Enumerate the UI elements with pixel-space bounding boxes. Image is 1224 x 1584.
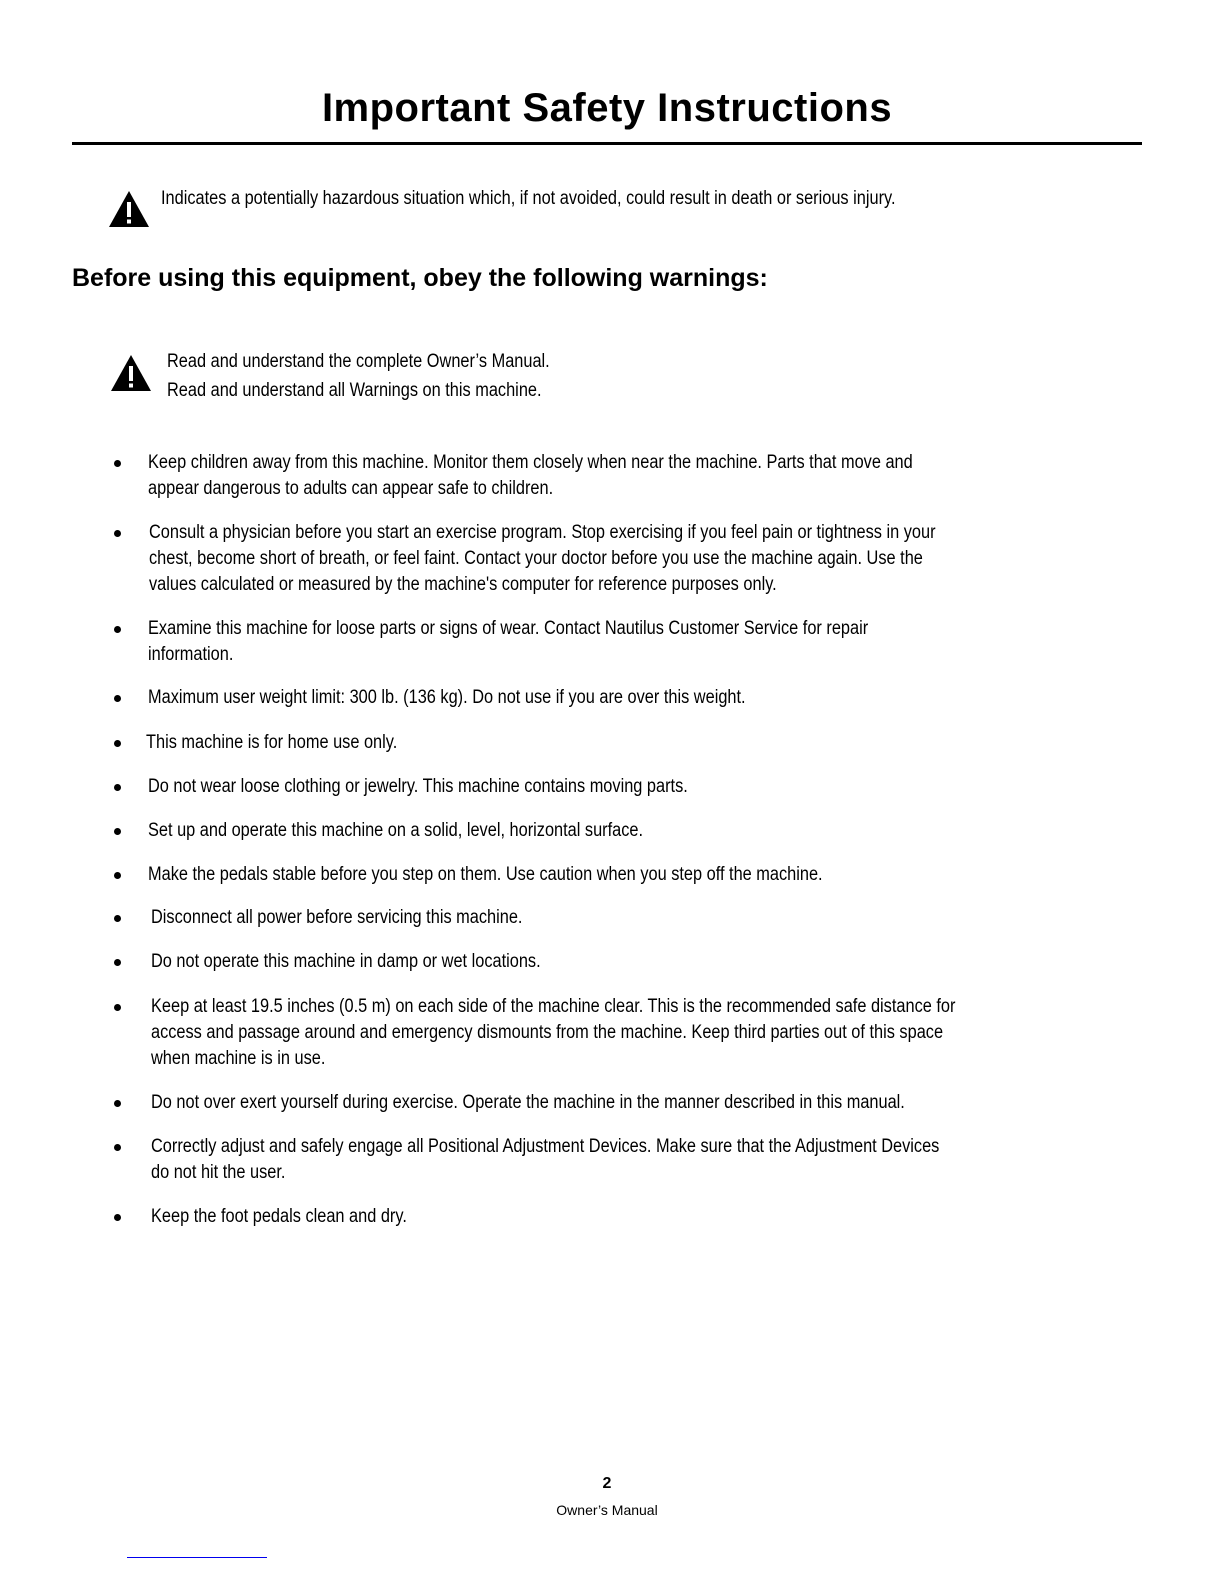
- warning-triangle-icon: [110, 354, 152, 392]
- title-divider: [72, 142, 1142, 145]
- bullet-icon: [114, 460, 121, 467]
- list-item-line: Maximum user weight limit: 300 lb. (136 kg). Do not use if you are over this weight.: [148, 687, 746, 708]
- section-heading: Before using this equipment, obey the following warnings:: [72, 264, 768, 292]
- bullet-icon: [114, 959, 121, 966]
- list-item-line: Set up and operate this machine on a solid, level, horizontal surface.: [148, 820, 644, 841]
- page-title: Important Safety Instructions: [321, 86, 893, 130]
- list-item-line: chest, become short of breath, or feel faint. Contact your doctor before you use the machine again. Use the: [149, 548, 923, 569]
- bullet-icon: [114, 530, 121, 537]
- bullet-icon: [114, 1144, 121, 1151]
- bullet-icon: [114, 915, 121, 922]
- bullet-icon: [114, 740, 121, 747]
- list-item-line: This machine is for home use only.: [146, 732, 398, 753]
- list-item-line: access and passage around and emergency dismounts from the machine. Keep third parties out of this space: [151, 1022, 944, 1043]
- footer-label: Owner’s Manual: [556, 1502, 658, 1518]
- list-item-line: Make the pedals stable before you step on them. Use caution when you step off the machine.: [148, 864, 823, 885]
- bullet-icon: [114, 626, 121, 633]
- list-item-line: do not hit the user.: [151, 1162, 286, 1183]
- list-item-line: Keep the foot pedals clean and dry.: [151, 1206, 407, 1227]
- list-item-line: information.: [148, 644, 234, 665]
- list-item-line: Keep at least 19.5 inches (0.5 m) on each side of the machine clear. This is the recommended safe distance for: [151, 996, 956, 1017]
- bullet-icon: [114, 1004, 121, 1011]
- list-item-line: Keep children away from this machine. Monitor them closely when near the machine. Parts that move and: [148, 452, 913, 473]
- list-item-line: Correctly adjust and safely engage all Positional Adjustment Devices. Make sure that the Adjustment Devices: [151, 1136, 940, 1157]
- read-notice-line: Read and understand the complete Owner’s Manual.: [167, 351, 550, 372]
- bullet-icon: [114, 828, 121, 835]
- hazard-legend-text: Indicates a potentially hazardous situation which, if not avoided, could result in death or serious injury.: [161, 188, 896, 209]
- bullet-icon: [114, 784, 121, 791]
- list-item-line: Do not operate this machine in damp or wet locations.: [151, 951, 541, 972]
- list-item-line: Disconnect all power before servicing this machine.: [151, 907, 523, 928]
- read-notice: [167, 347, 550, 405]
- bullet-icon: [114, 1100, 121, 1107]
- list-item-line: Consult a physician before you start an exercise program. Stop exercising if you feel pain or tightness in your: [149, 522, 936, 543]
- bullet-icon: [114, 695, 121, 702]
- list-item-line: Do not wear loose clothing or jewelry. This machine contains moving parts.: [148, 776, 688, 797]
- list-item-line: Do not over exert yourself during exercise. Operate the machine in the manner described in this manual.: [151, 1092, 905, 1113]
- read-notice-line: Read and understand all Warnings on this machine.: [167, 380, 542, 401]
- list-item-line: when machine is in use.: [151, 1048, 326, 1069]
- list-item-line: values calculated or measured by the machine's computer for reference purposes only.: [149, 574, 777, 595]
- list-item-line: Examine this machine for loose parts or signs of wear. Contact Nautilus Customer Service for repair: [148, 618, 869, 639]
- page-number: 2: [602, 1475, 612, 1492]
- warning-triangle-icon: [108, 190, 150, 228]
- footer-link-underline[interactable]: [127, 1557, 267, 1558]
- bullet-icon: [114, 1214, 121, 1221]
- list-item-line: appear dangerous to adults can appear safe to children.: [148, 478, 554, 499]
- bullet-icon: [114, 872, 121, 879]
